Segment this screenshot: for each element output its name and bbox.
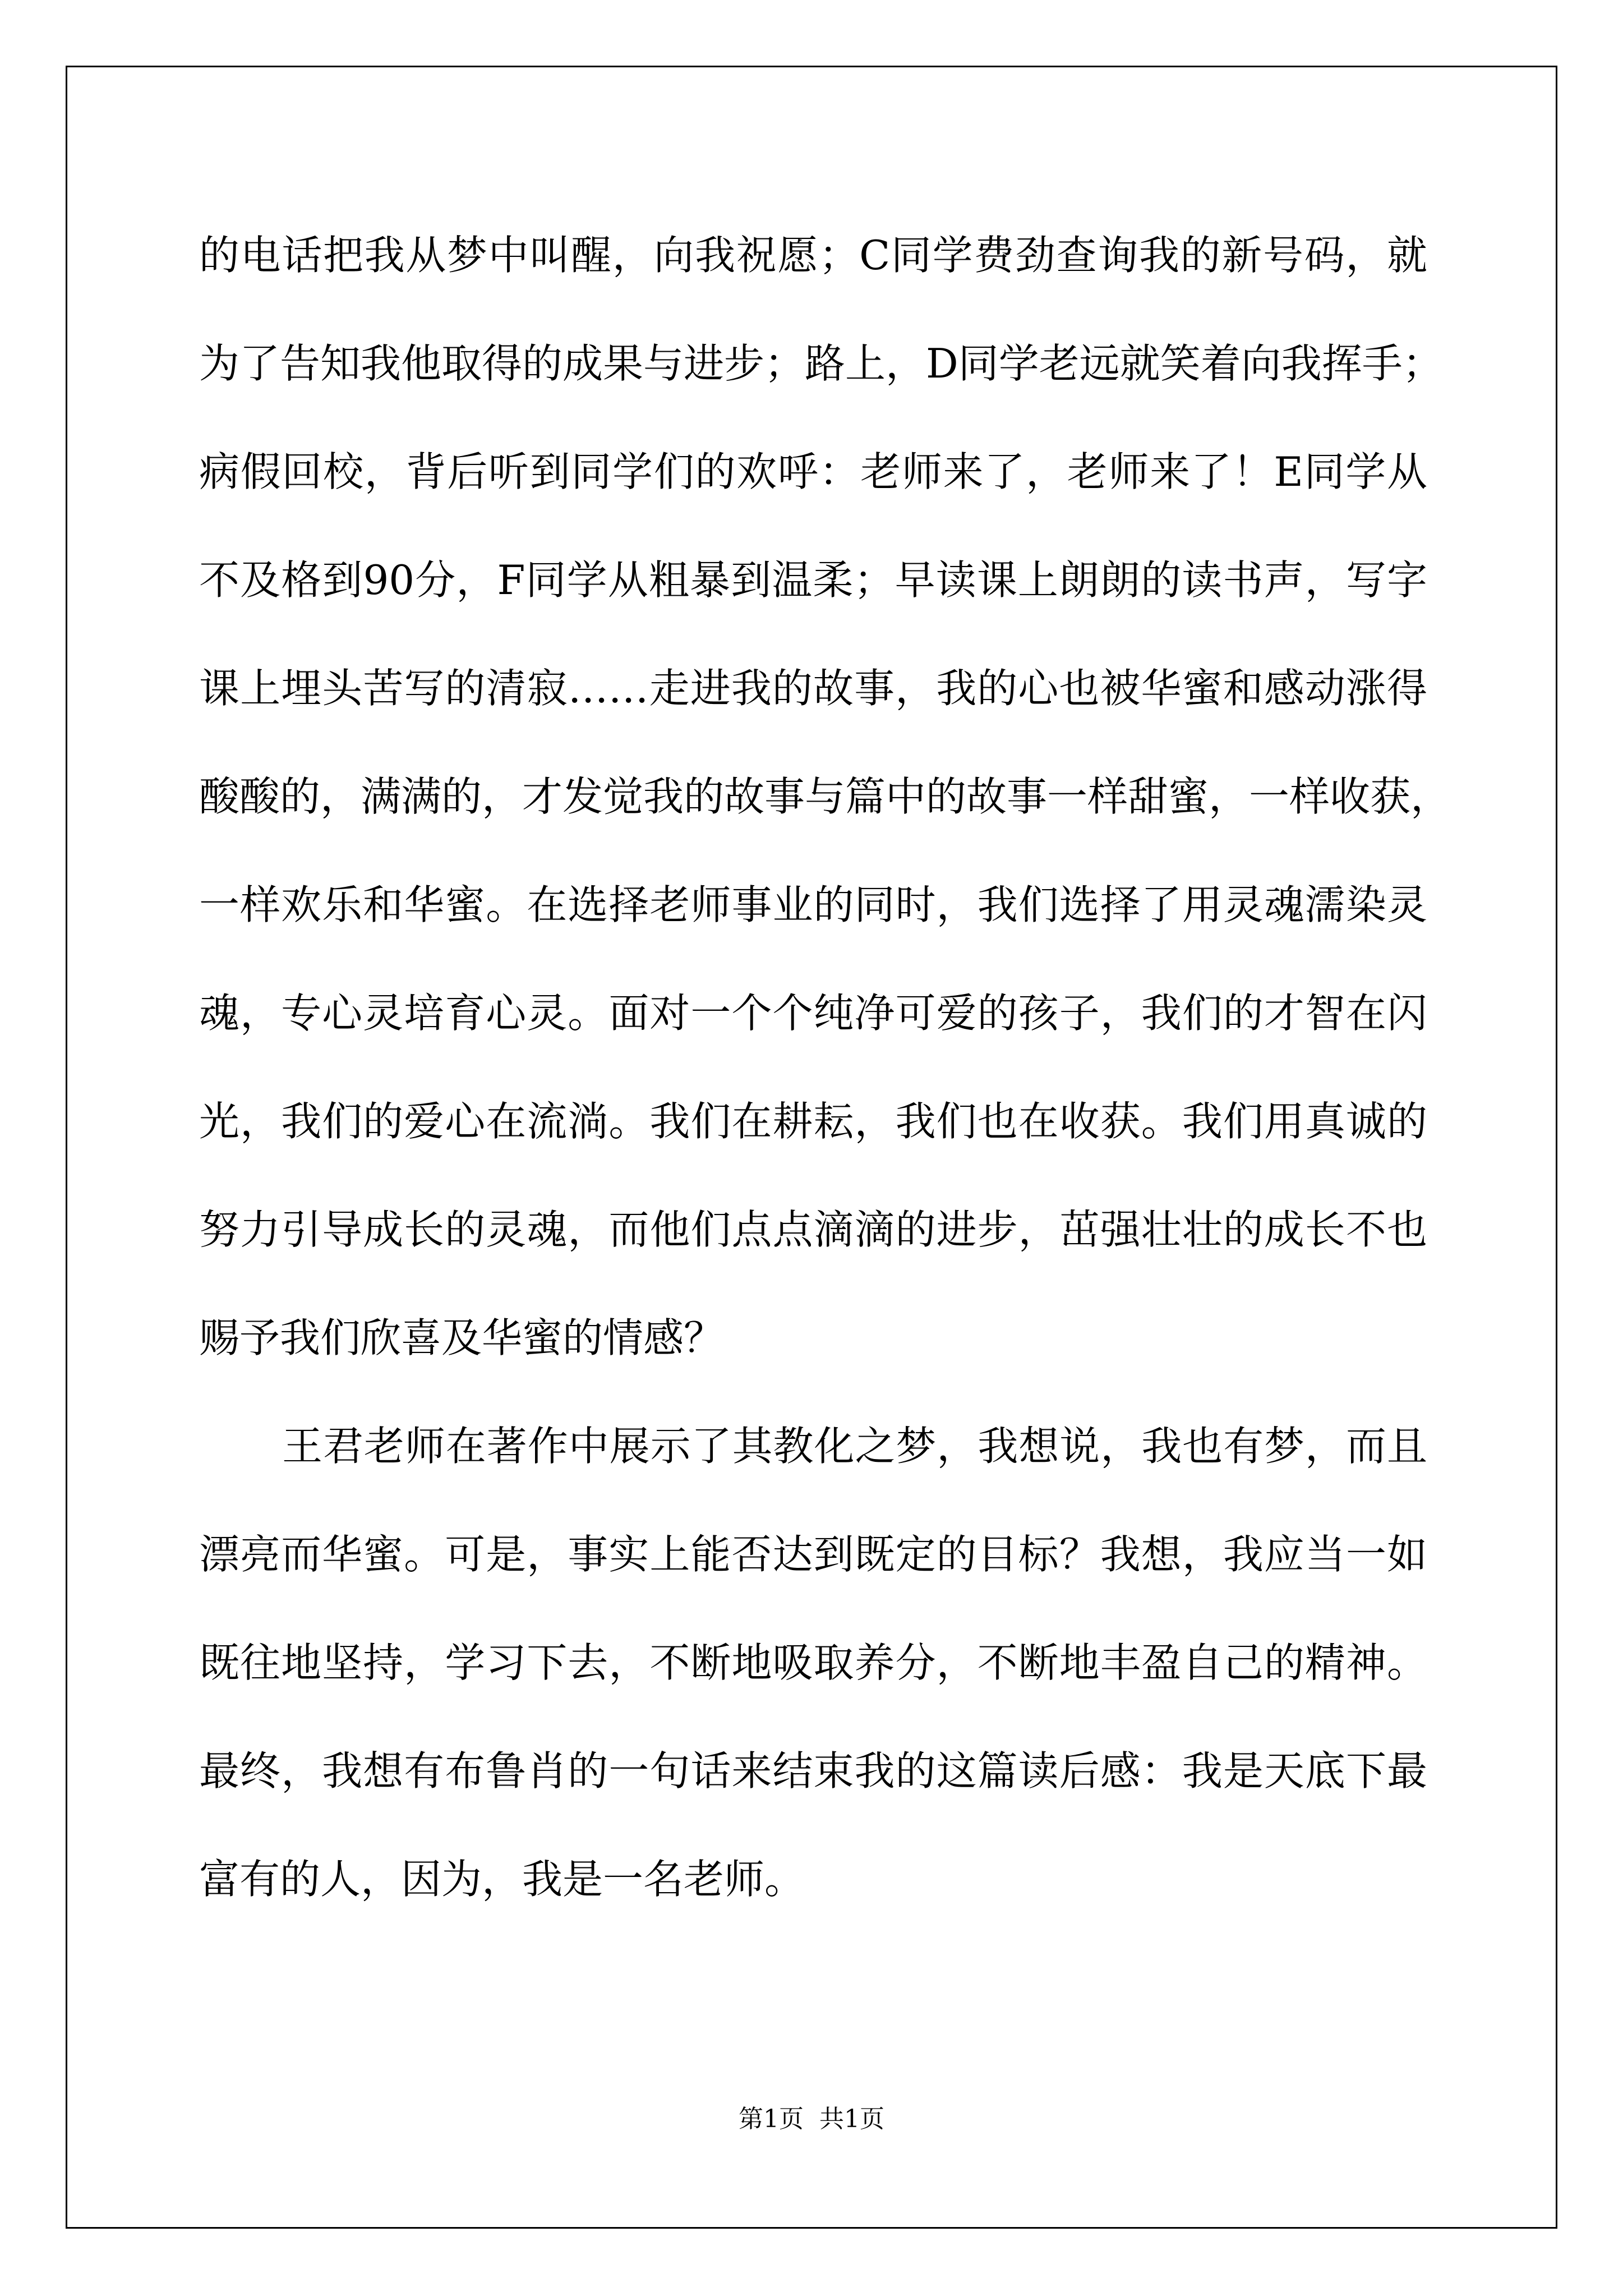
text-line: 酸酸的，满满的，才发觉我的故事与篇中的故事一样甜蜜，一样收获， [199, 773, 1451, 820]
page-footer [0, 2102, 1623, 2136]
text-line: 光，我们的爱心在流淌。我们在耕耘，我们也在收获。我们用真诚的 [199, 1098, 1427, 1145]
text-line: 课上埋头苦写的清寂……走进我的故事，我的心也被华蜜和感动涨得 [199, 665, 1427, 712]
text-line: 王君老师在著作中展示了其教化之梦，我想说，我也有梦，而且 [282, 1423, 1427, 1470]
text-line: 既往地坚持，学习下去，不断地吸取养分，不断地丰盈自己的精神。 [199, 1639, 1427, 1686]
text-line: 不及格到90分，F同学从粗暴到温柔；早读课上朗朗的读书声，写字 [199, 556, 1427, 604]
page-number-current: 第1页 [739, 2105, 804, 2133]
page-number-total: 共1页 [819, 2105, 884, 2133]
text-line: 的电话把我从梦中叫醒，向我祝愿；C同学费劲查询我的新号码，就 [199, 232, 1427, 279]
text-line: 努力引导成长的灵魂，而他们点点滴滴的进步，茁强壮壮的成长不也 [199, 1206, 1427, 1253]
text-line: 魂，专心灵培育心灵。面对一个个纯净可爱的孩子，我们的才智在闪 [199, 990, 1427, 1037]
text-line: 富有的人，因为，我是一名老师。 [199, 1856, 805, 1903]
paragraph-2 [199, 1403, 1427, 1944]
paragraph-1 [199, 212, 1451, 1403]
document-body [199, 212, 1451, 1944]
text-line: 赐予我们欣喜及华蜜的情感？ [199, 1314, 725, 1361]
text-line: 病假回校，背后听到同学们的欢呼：老师来了，老师来了！E同学从 [199, 448, 1427, 495]
text-line: 一样欢乐和华蜜。在选择老师事业的同时，我们选择了用灵魂濡染灵 [199, 881, 1427, 928]
text-line: 漂亮而华蜜。可是，事实上能否达到既定的目标？我想，我应当一如 [199, 1531, 1427, 1578]
text-line: 为了告知我他取得的成果与进步；路上，D同学老远就笑着向我挥手； [199, 340, 1443, 387]
text-line: 最终，我想有布鲁肖的一句话来结束我的这篇读后感：我是天底下最 [199, 1747, 1427, 1795]
